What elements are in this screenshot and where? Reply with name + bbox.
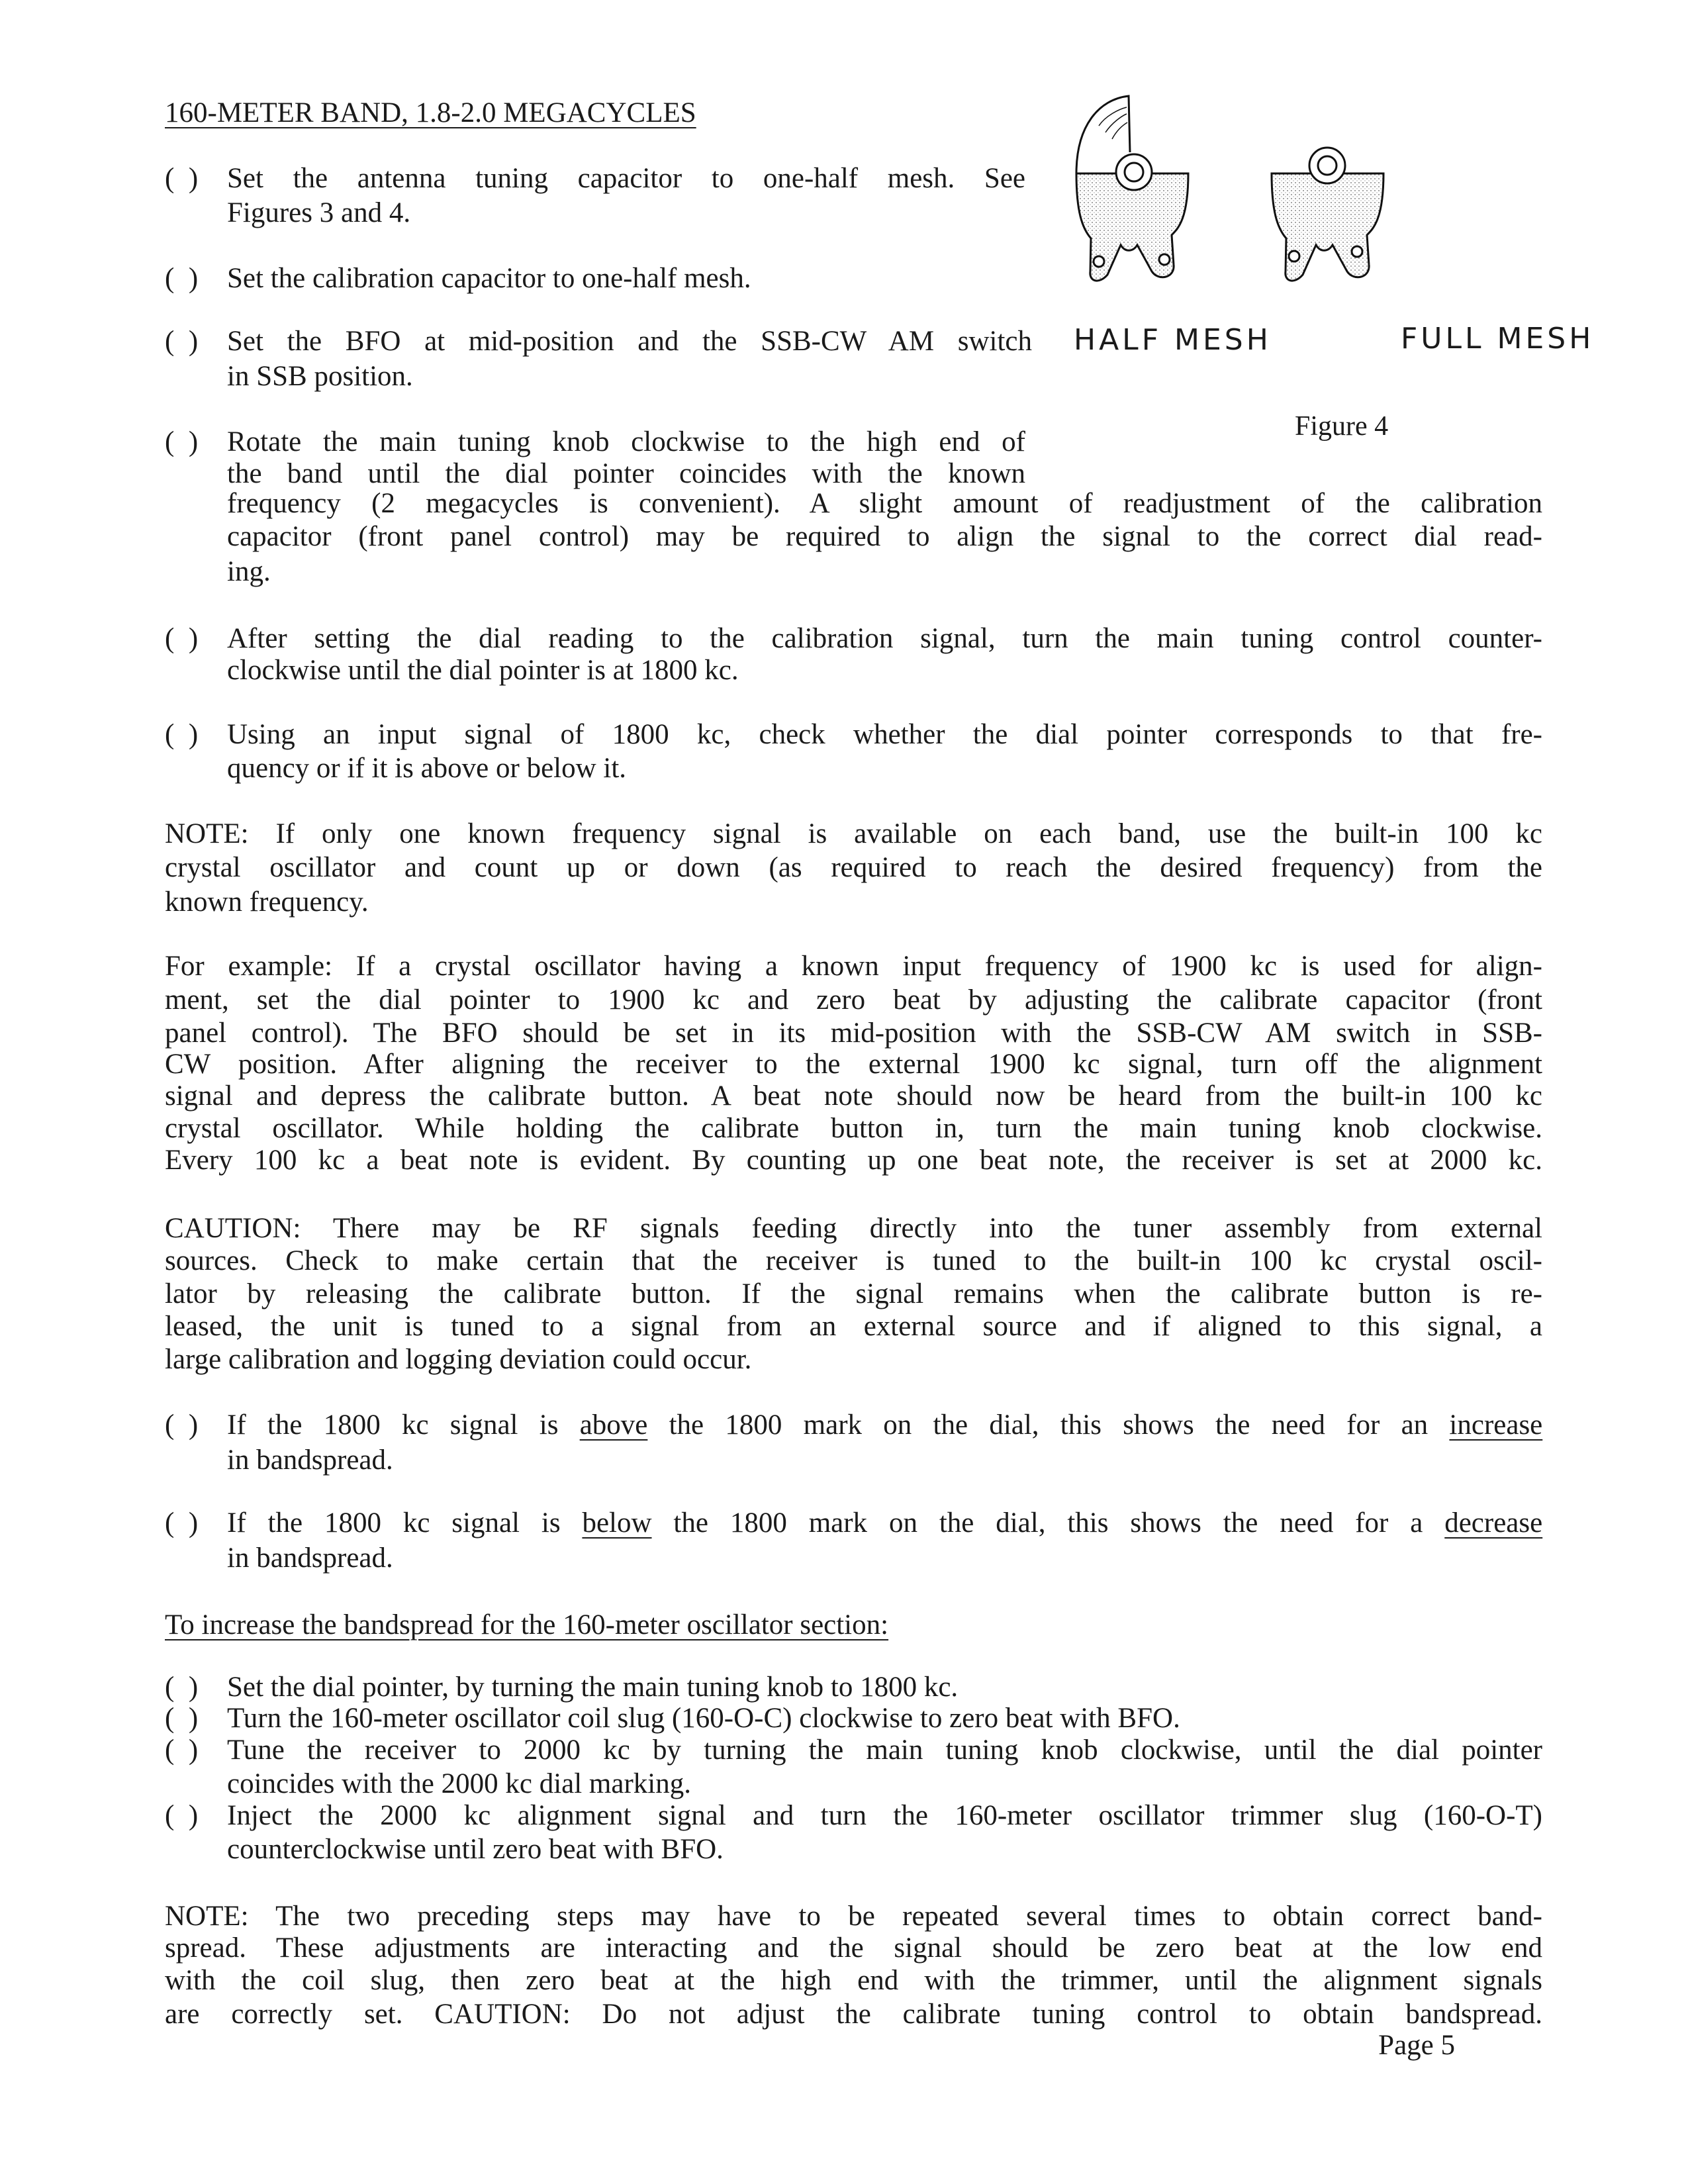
paragraph-line: large calibration and logging deviation could occur.: [165, 1344, 752, 1375]
checkbox-marker: ( ): [165, 1800, 199, 1831]
half-mesh-label: HALF MESH: [1074, 323, 1272, 357]
step-text-line: counterclockwise until zero beat with BFO.: [227, 1834, 724, 1865]
checkbox-marker: ( ): [165, 326, 199, 357]
checkbox-marker: ( ): [165, 1734, 199, 1766]
checkbox-marker: ( ): [165, 1672, 199, 1703]
step-text-line: in SSB position.: [227, 361, 413, 392]
paragraph-line: leased, the unit is tuned to a signal from an external source and if aligned to this signal, a: [165, 1311, 1542, 1342]
step-text-line: ing.: [227, 556, 271, 587]
page-number: Page 5: [1378, 2030, 1455, 2061]
paragraph-line: ment, set the dial pointer to 1900 kc and zero beat by adjusting the calibrate capacitor (front: [165, 984, 1542, 1016]
paragraph-line: CAUTION: There may be RF signals feeding directly into the tuner assembly from external: [165, 1213, 1542, 1244]
step-text-line: Set the antenna tuning capacitor to one-half mesh. See: [227, 163, 1025, 194]
step-text-line: Set the calibration capacitor to one-half mesh.: [227, 263, 751, 294]
step-text-line: Figures 3 and 4.: [227, 197, 411, 228]
checkbox-marker: ( ): [165, 263, 199, 294]
step-text-line: After setting the dial reading to the calibration signal, turn the main tuning control counter-: [227, 623, 1542, 654]
paragraph-line: CW position. After aligning the receiver to the external 1900 kc signal, turn off the alignment: [165, 1049, 1542, 1080]
half-mesh-icon: [1076, 96, 1188, 281]
step-text-line: Inject the 2000 kc alignment signal and turn the 160-meter oscillator trimmer slug (160-O-T): [227, 1800, 1542, 1831]
paragraph-line: sources. Check to make certain that the receiver is tuned to the built-in 100 kc crystal oscil-: [165, 1245, 1542, 1276]
checkbox-marker: ( ): [165, 1507, 199, 1539]
step-text-line: Set the dial pointer, by turning the main tuning knob to 1800 kc.: [227, 1672, 959, 1703]
step-text-line: If the 1800 kc signal is above the 1800 mark on the dial, this shows the need for an increase: [227, 1409, 1543, 1441]
step-text-line: frequency (2 megacycles is convenient). A slight amount of readjustment of the calibration: [227, 488, 1542, 519]
paragraph-line: panel control). The BFO should be set in its mid-position with the SSB-CW AM switch in SSB-: [165, 1018, 1542, 1049]
checkbox-marker: ( ): [165, 163, 199, 194]
step-text-line: Set the BFO at mid-position and the SSB-CW AM switch: [227, 326, 1032, 357]
step-text-line: in bandspread.: [227, 1543, 393, 1574]
step-text-line: quency or if it is above or below it.: [227, 753, 627, 784]
step-text-line: the band until the dial pointer coincides with the known: [227, 458, 1025, 489]
emphasis-word: increase: [1449, 1409, 1543, 1441]
paragraph-line: Every 100 kc a beat note is evident. By counting up one beat note, the receiver is set at 2000 kc.: [165, 1145, 1542, 1176]
paragraph-line: To increase the bandspread for the 160-meter oscillator section:: [165, 1609, 889, 1640]
checkbox-marker: ( ): [165, 719, 199, 750]
paragraph-line: For example: If a crystal oscillator having a known input frequency of 1900 kc is used for align-: [165, 951, 1542, 982]
step-text-line: capacitor (front panel control) may be required to align the signal to the correct dial read-: [227, 521, 1542, 552]
figure-4: [1059, 86, 1655, 460]
paragraph-line: NOTE: The two preceding steps may have to be repeated several times to obtain correct band-: [165, 1901, 1542, 1932]
full-mesh-label: FULL MESH: [1401, 322, 1595, 356]
step-text-line: in bandspread.: [227, 1445, 393, 1476]
paragraph-line: NOTE: If only one known frequency signal is available on each band, use the built-in 100 kc: [165, 818, 1542, 849]
checkbox-marker: ( ): [165, 426, 199, 457]
figure-caption: Figure 4: [1295, 411, 1389, 442]
full-mesh-icon: [1272, 148, 1383, 281]
step-text-line: Using an input signal of 1800 kc, check whether the dial pointer corresponds to that fre-: [227, 719, 1542, 750]
step-text-line: Tune the receiver to 2000 kc by turning the main tuning knob clockwise, until the dial pointer: [227, 1734, 1542, 1766]
emphasis-word: decrease: [1444, 1507, 1543, 1539]
step-text-line: clockwise until the dial pointer is at 1800 kc.: [227, 655, 739, 686]
paragraph-line: lator by releasing the calibrate button. If the signal remains when the calibrate button is re-: [165, 1278, 1542, 1309]
checkbox-marker: ( ): [165, 623, 199, 654]
paragraph-line: are correctly set. CAUTION: Do not adjust the calibrate tuning control to obtain bandspread.: [165, 1999, 1542, 2030]
checkbox-marker: ( ): [165, 1409, 199, 1441]
paragraph-line: crystal oscillator and count up or down (as required to reach the desired frequency) from the: [165, 852, 1542, 883]
paragraph-line: known frequency.: [165, 886, 369, 918]
section-title: 160-METER BAND, 1.8-2.0 MEGACYCLES: [165, 97, 696, 128]
paragraph-line: spread. These adjustments are interacting and the signal should be zero beat at the low end: [165, 1932, 1542, 1964]
paragraph-line: crystal oscillator. While holding the calibrate button in, turn the main tuning knob clockwise.: [165, 1113, 1542, 1144]
capacitor-mesh-diagram: [1059, 86, 1655, 457]
step-text-line: If the 1800 kc signal is below the 1800 mark on the dial, this shows the need for a decrease: [227, 1507, 1543, 1539]
paragraph-line: signal and depress the calibrate button. A beat note should now be heard from the built-in 100 kc: [165, 1080, 1542, 1112]
step-text-line: coincides with the 2000 kc dial marking.: [227, 1768, 691, 1799]
checkbox-marker: ( ): [165, 1703, 199, 1734]
step-text-line: Turn the 160-meter oscillator coil slug (160-O-C) clockwise to zero beat with BFO.: [227, 1703, 1180, 1734]
step-text-line: Rotate the main tuning knob clockwise to the high end of: [227, 426, 1025, 457]
paragraph-line: with the coil slug, then zero beat at the high end with the trimmer, until the alignment signals: [165, 1965, 1542, 1996]
emphasis-word: above: [579, 1409, 648, 1441]
emphasis-word: below: [582, 1507, 652, 1539]
